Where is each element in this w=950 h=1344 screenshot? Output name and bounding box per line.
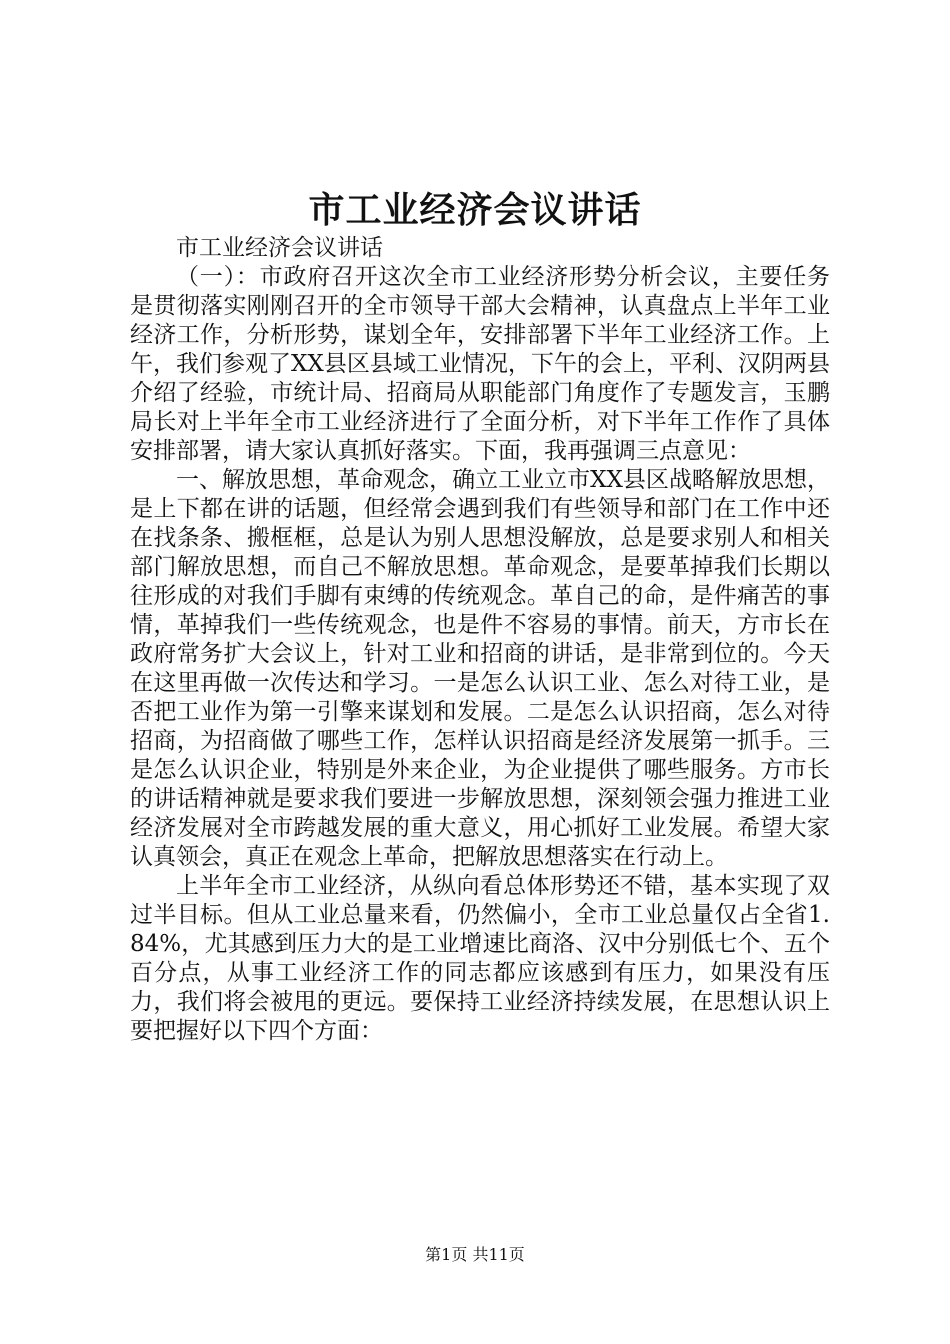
paragraph-section-one: 一、解放思想，革命观念，确立工业立市XX县区战略解放思想，是上下都在讲的话题，但经常会遇到我们有些领导和部门在工作中还在找条条、搬框框，总是认为别人思想没解放，总是要求别人和相关部门解放思想，而自己不解放思想。革命观念，是要革掉我们长期以往形成的对我们手脚有束缚的传统观念。革自己的命，是件痛苦的事情，革掉我们一些传统观念，也是件不容易的事情。前天，方市长在政府常务扩大会议上，针对工业和招商的讲话，是非常到位的。今天在这里再做一次传达和学习。一是怎么认识工业、怎么对待工业，是否把工业作为第一引擎来谋划和发展。二是怎么认识招商，怎么对待招商，为招商做了哪些工作，怎样认识招商是经济发展第一抓手。三是怎么认识企业，特别是外来企业，为企业提供了哪些服务。方市长的讲话精神就是要求我们要进一步解放思想，深刻领会强力推进工业经济发展对全市跨越发展的重大意义，用心抓好工业发展。希望大家认真领会，真正在观念上革命，把解放思想落实在行动上。 (130, 467, 830, 870)
paragraph-intro: （一）：市政府召开这次全市工业经济形势分析会议，主要任务是贯彻落实刚刚召开的全市领导干部大会精神，认真盘点上半年工业经济工作，分析形势，谋划全年，安排部署下半年工业经济工作。上午，我们参观了XX县区县域工业情况，下午的会上，平利、汉阴两县介绍了经验，市统计局、招商局从职能部门角度作了专题发言，玉鹏局长对上半年全市工业经济进行了全面分析，对下半年工作作了具体安排部署，请大家认真抓好落实。下面，我再强调三点意见： (130, 264, 830, 464)
document-title: 市工业经济会议讲话 (308, 189, 642, 231)
paragraph-first-half-economy: 上半年全市工业经济，从纵向看总体形势还不错，基本实现了双过半目标。但从工业总量来看，仍然偏小，全市工业总量仅占全省1.84%，尤其感到压力大的是工业增速比商洛、汉中分别低七个、五个百分点，从事工业经济工作的同志都应该感到有压力，如果没有压力，我们将会被甩的更远。要保持工业经济持续发展，在思想认识上要把握好以下四个方面： (130, 873, 830, 1044)
page-footer: 第1页 共11页 (425, 1245, 525, 1264)
paragraph-subtitle: 市工业经济会议讲话 (176, 235, 383, 261)
document-body (130, 234, 830, 1046)
